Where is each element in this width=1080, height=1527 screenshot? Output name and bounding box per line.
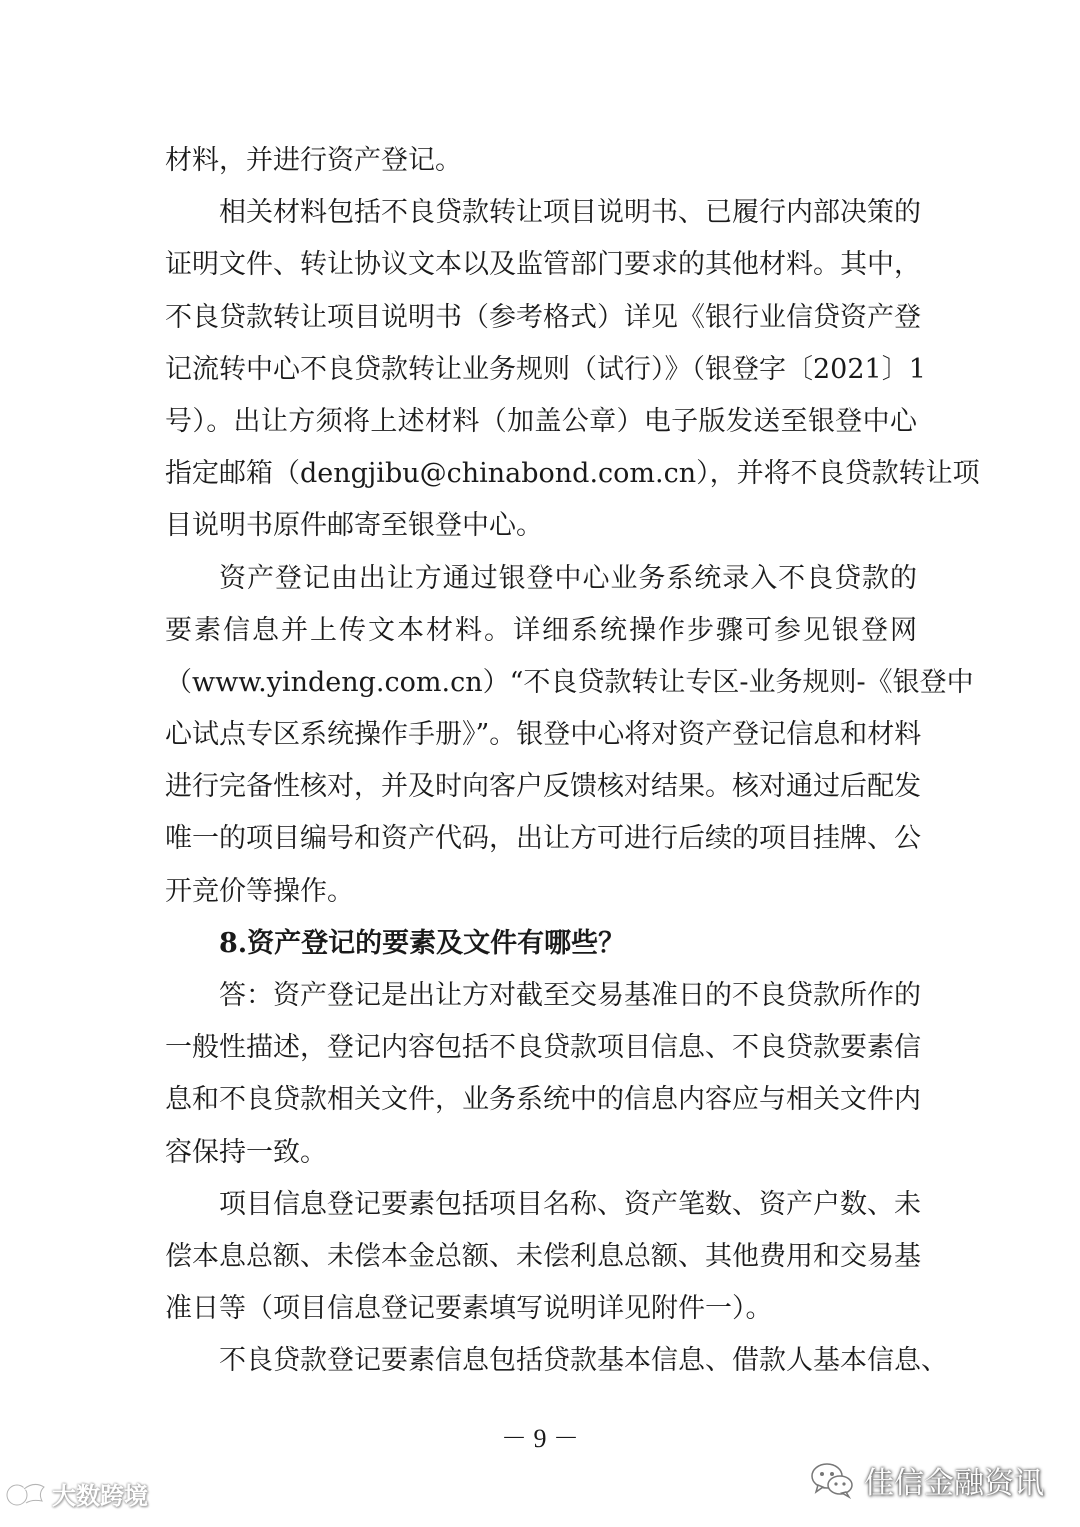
text-line: 进行完备性核对，并及时向客户反馈核对结果。核对通过后配发 <box>165 771 921 803</box>
text-line: 材料，并进行资产登记。 <box>165 145 462 176</box>
text-line: 相关材料包括不良贷款转让项目说明书、已履行内部决策的 <box>219 197 921 229</box>
text-line: 指定邮箱（dengjibu@chinabond.com.cn），并将不良贷款转让项 <box>165 458 980 490</box>
text-line: 息和不良贷款相关文件，业务系统中的信息内容应与相关文件内 <box>165 1084 921 1116</box>
watermark-left <box>4 1476 148 1511</box>
fox-logo-icon <box>4 1479 46 1509</box>
text-line: 不良贷款登记要素信息包括贷款基本信息、借款人基本信息、 <box>219 1345 948 1377</box>
text-line: 证明文件、转让协议文本以及监管部门要求的其他材料。其中， <box>165 249 921 281</box>
text-line: 偿本息总额、未偿本金总额、未偿利息总额、其他费用和交易基 <box>165 1240 921 1272</box>
text-line: 资产登记由出让方通过银登中心业务系统录入不良贷款的 <box>219 562 917 594</box>
page-number: － 9 － <box>500 1424 579 1453</box>
text-line: 心试点专区系统操作手册》”。银登中心将对资产登记信息和材料 <box>165 719 922 751</box>
text-line: （www.yindeng.com.cn）“不良贷款转让专区-业务规则-《银登中 <box>165 666 974 698</box>
watermark-right-text: 佳信金融资讯 <box>864 1466 1044 1501</box>
text-line: 目说明书原件邮寄至银登中心。 <box>165 510 543 542</box>
document-body <box>165 135 980 1388</box>
text-line: 记流转中心不良贷款转让业务规则（试行）》（银登字〔2021〕1 <box>165 353 926 385</box>
text-line: 开竞价等操作。 <box>165 875 354 907</box>
text-line: 要素信息并上传文本材料。详细系统操作步骤可参见银登网 <box>165 614 917 646</box>
text-line: 号）。出让方须将上述材料（加盖公章）电子版发送至银登中心 <box>165 405 917 437</box>
text-line: 容保持一致。 <box>165 1136 327 1168</box>
text-line: 不良贷款转让项目说明书（参考格式）详见《银行业信贷资产登 <box>165 301 921 333</box>
text-line: 一般性描述，登记内容包括不良贷款项目信息、不良贷款要素信 <box>165 1032 921 1064</box>
watermark-right <box>810 1458 1044 1502</box>
text-line: 准日等（项目信息登记要素填写说明详见附件一）。 <box>165 1293 773 1325</box>
text-line: 答：资产登记是出让方对截至交易基准日的不良贷款所作的 <box>219 980 921 1011</box>
watermark-left-text: 大数跨境 <box>52 1482 148 1510</box>
section-heading: 8.资产登记的要素及文件有哪些？ <box>219 927 626 959</box>
text-line: 唯一的项目编号和资产代码，出让方可进行后续的项目挂牌、公 <box>165 823 921 855</box>
wechat-icon <box>810 1461 854 1499</box>
text-line: 项目信息登记要素包括项目名称、资产笔数、资产户数、未 <box>219 1188 921 1220</box>
